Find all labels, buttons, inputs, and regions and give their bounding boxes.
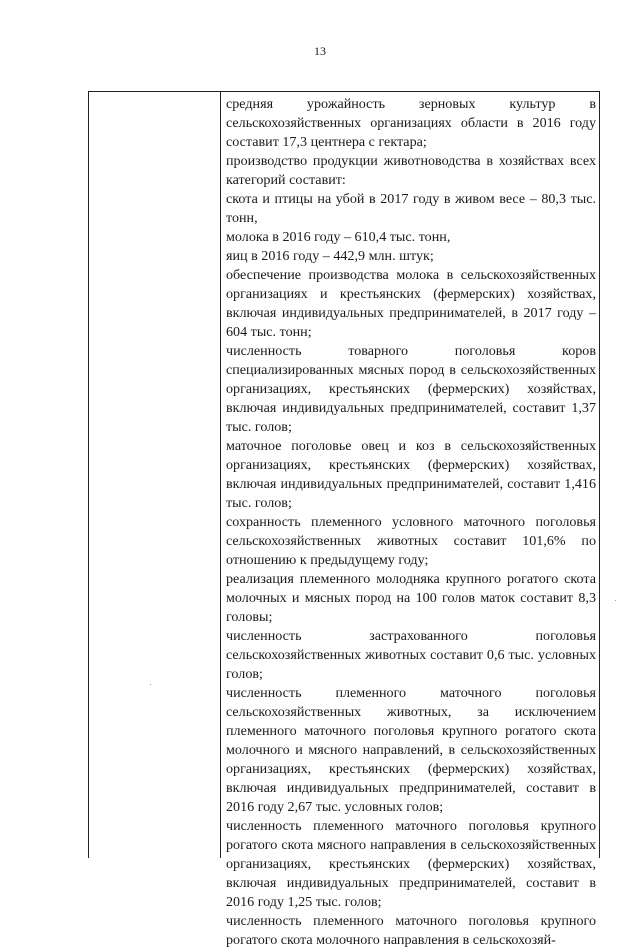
indicators-table xyxy=(88,91,600,948)
paragraph-milk: молока в 2016 году – 610,4 тыс. тонн, xyxy=(226,229,451,245)
indicators-cell xyxy=(226,95,596,950)
paragraph-milk-provision: обеспечение производства молока в сельскохозяйственных организациях и крестьянских (фермерских) хозяйствах, включая индивидуальных предпринимателей, в 2017 году – 604 тыс. тонн; xyxy=(226,267,596,340)
paragraph-grain-yield: средняя урожайность зерновых культур в сельскохозяйственных организациях области в 2016 году составит 17,3 центнера с гектара; xyxy=(226,96,596,150)
paragraph-slaughter: скота и птицы на убой в 2017 году в живом весе – 80,3 тыс. тонн, xyxy=(226,191,596,226)
paragraph-insured-livestock: численность застрахованного поголовья сельскохозяйственных животных составит 0,6 тыс. условных голов; xyxy=(226,628,596,682)
paragraph-beef-cows: численность товарного поголовья коров специализированных мясных пород в сельскохозяйственных организациях, крестьянских (фермерских) хозяйствах, включая индивидуальных предпринимателей, составит 1,37 тыс. голов; xyxy=(226,343,596,435)
column-divider xyxy=(220,92,221,858)
paragraph-beef-breeding: численность племенного маточного поголовья крупного рогатого скота мясного направления в сельскохозяйственных организациях, крестьянских (фермерских) хозяйствах, включая индивидуальных предпринимателей, составит в 2016 году 1,25 тыс. голов; xyxy=(226,818,596,910)
scan-speck xyxy=(150,684,151,685)
paragraph-eggs: яиц в 2016 году – 442,9 млн. штук; xyxy=(226,248,434,264)
page-number: 13 xyxy=(314,44,326,58)
paragraph-livestock-production: производство продукции животноводства в хозяйствах всех категорий составит: xyxy=(226,153,596,188)
paragraph-dairy-breeding: численность племенного маточного поголовья крупного рогатого скота молочного направления в сельскохозяй- xyxy=(226,913,596,948)
paragraph-breeding-livestock: численность племенного маточного поголовья сельскохозяйственных животных, за исключением племенного маточного поголовья крупного рогатого скота молочного и мясного направлений, в сельскохозяйственных организациях, крестьянских (фермерских) хозяйствах, включая индивидуальных предпринимателей, составит в 2016 году 2,67 тыс. условных голов; xyxy=(226,685,596,815)
paragraph-young-stock-sales: реализация племенного молодняка крупного рогатого скота молочных и мясных пород на 100 голов маток составит 8,3 головы; xyxy=(226,571,596,625)
scan-speck xyxy=(615,600,616,601)
paragraph-sheep-goats: маточное поголовье овец и коз в сельскохозяйственных организациях, крестьянских (фермерских) хозяйствах, включая индивидуальных предпринимателей, составит 1,416 тыс. голов; xyxy=(226,438,596,511)
paragraph-breeding-preservation: сохранность племенного условного маточного поголовья сельскохозяйственных животных составит 101,6% по отношению к предыдущему году; xyxy=(226,514,596,568)
